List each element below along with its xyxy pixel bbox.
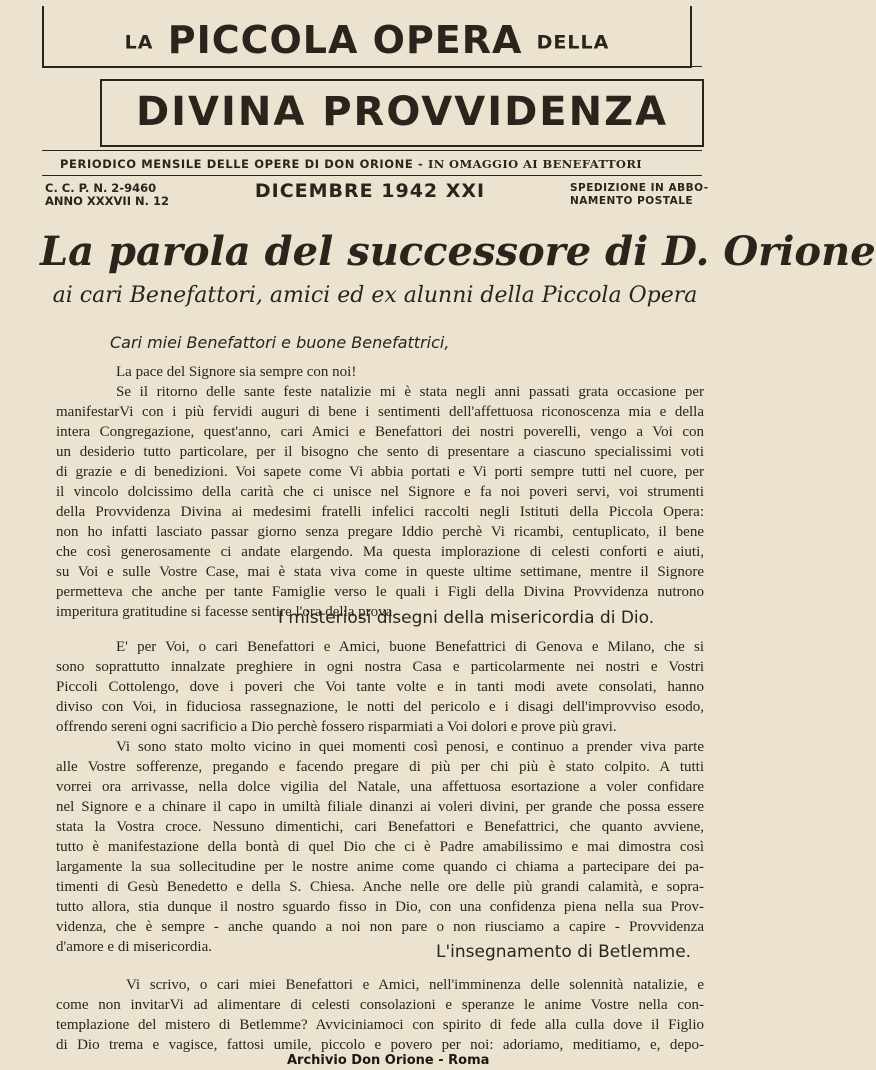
masthead-main-title: PICCOLA OPERA	[167, 18, 523, 62]
paragraph-2: E' per Voi, o cari Benefattori e Amici, buone Benefattrici di Genova e Milano, che si sono soprattutto innalzate preghiere in ogni nostra Casa e particolarmente nei nostri e Vostri Piccoli Cottolengo, dove i poveri che Voi tante volte e in tanti modi avete consolati, hanno diviso con Voi, in fiduciosa rassegnazione, le notti del pericolo e i disagi dell'improvviso esodo, offrendo sereni ogni sacrificio a Dio perchè fossero risparmiati a Voi dolori e prove più gravi. Vi sono stato molto vicino in quei momenti così penosi, e continuo a prender viva parte alle Vostre sofferenze, pregando e facendo pregare di più per chi più è stato colpito. A tutti vorrei ora arrivasse, nella dolce vigilia del Natale, una affettuosa esortazione a voler confidare nel Signore e a chinare il capo in umiltà filiale dinanzi ai voleri divini, per grande che possa essere stata la Vostra croce. Nessuno dimentichi, cari Benefattori e Benefattrici, che quanto avviene, tutto è manifestazione della bontà di quel Dio che ci è Padre amabilissimo e mai dimostra così largamente la sua sollecitudine per le nostre anime come quando ci chiama a partecipare dei pa- timenti di Gesù Benedetto e della S. Chiesa. Anche nelle ore delle più grandi calamità, e sopra- tutto allora, stia dunque il nostro sguardo fisso in Dio, con una confidenza piena nella sua Prov- videnza, che è sempre - anche quando a noi non pare o non riusciamo a capire - Provvidenza d'amore e di misericordia.	[56, 639, 704, 955]
section-heading-1: I misteriosi disegni della misericordia di Dio.	[278, 608, 655, 628]
masthead-bottom-box	[100, 79, 704, 147]
postal-account-info: C. C. P. N. 2-9460 ANNO XXXVII N. 12	[45, 181, 169, 208]
periodical-subtitle: PERIODICO MENSILE DELLE OPERE DI DON ORIONE - IN OMAGGIO AI BENEFATTORI	[60, 157, 643, 171]
masthead-line1: LA PICCOLA OPERA DELLA	[124, 18, 610, 62]
article-headline: La parola del successore di D. Orione	[40, 228, 876, 275]
archive-watermark-label: Archivio Don Orione - Roma	[287, 1053, 490, 1068]
paragraph-1: La pace del Signore sia sempre con noi! Se il ritorno delle sante feste natalizie mi è stata negli anni passati grata occasione per manifestarVi con i più fervidi auguri di bene i sentimenti dell'affettuosa riconoscenza mia e della intera Congregazione, quest'anno, cari Amici e Benefattori dei nostri poverelli, vengo a Voi con un desiderio tutto particolare, per il bisogno che sento di presentare a ciascuno specialissimi voti di grazie e di benedizioni. Voi sapete come Vi abbia portati e Vi porti sempre tutti nel cuore, per il vincolo dolcissimo della carità che ci unisce nel Signore e fa noi poveri servi, voi strumenti della Provvidenza Divina ai medesimi fratelli infelici raccolti negli Istituti della Piccola Opera: non ho infatti lasciato passar giorno senza pregare Iddio perchè Vi ricambi, centuplicato, il bene che così generosamente ci andate elargendo. Ma questa implorazione di celesti conforti e aiuti, su Voi e sulle Vostre Case, mai è stata viva come in queste ultime settimane, mentre il Signore permetteva che anche per tante Famiglie verso le quali i Figli della Divina Provvidenza nutrono imperitura gratitudine si facesse sentire l'ora della prova.	[56, 364, 704, 620]
article-subheadline: ai cari Benefattori, amici ed ex alunni della Piccola Opera	[52, 283, 698, 308]
masthead-line2: DIVINA PROVVIDENZA	[135, 89, 669, 135]
postal-shipping-info: SPEDIZIONE IN ABBO- NAMENTO POSTALE	[570, 182, 709, 207]
greeting: Cari miei Benefattori e buone Benefattrici,	[110, 333, 450, 352]
subtitle-rule-bottom	[42, 175, 702, 176]
subtitle-rule-top	[42, 150, 702, 151]
masthead-rule	[42, 66, 702, 67]
issue-date: DICEMBRE 1942 XXI	[254, 180, 486, 202]
section-heading-2: L'insegnamento di Betlemme.	[436, 942, 692, 962]
masthead-top-box	[42, 6, 692, 68]
paragraph-3: Vi scrivo, o cari miei Benefattori e Amici, nell'imminenza delle solennità natalizie, e come non invitarVi ad alimentare di celesti consolazioni e speranze le anime Vostre nella con- templazione del mistero di Betlemme? Avviciniamoci con spirito di fede alla culla dove il Figlio di Dio trema e vagisce, fattosi umile, piccolo e povero per noi: adoriamo, meditiamo, e, depo-	[56, 977, 704, 1053]
